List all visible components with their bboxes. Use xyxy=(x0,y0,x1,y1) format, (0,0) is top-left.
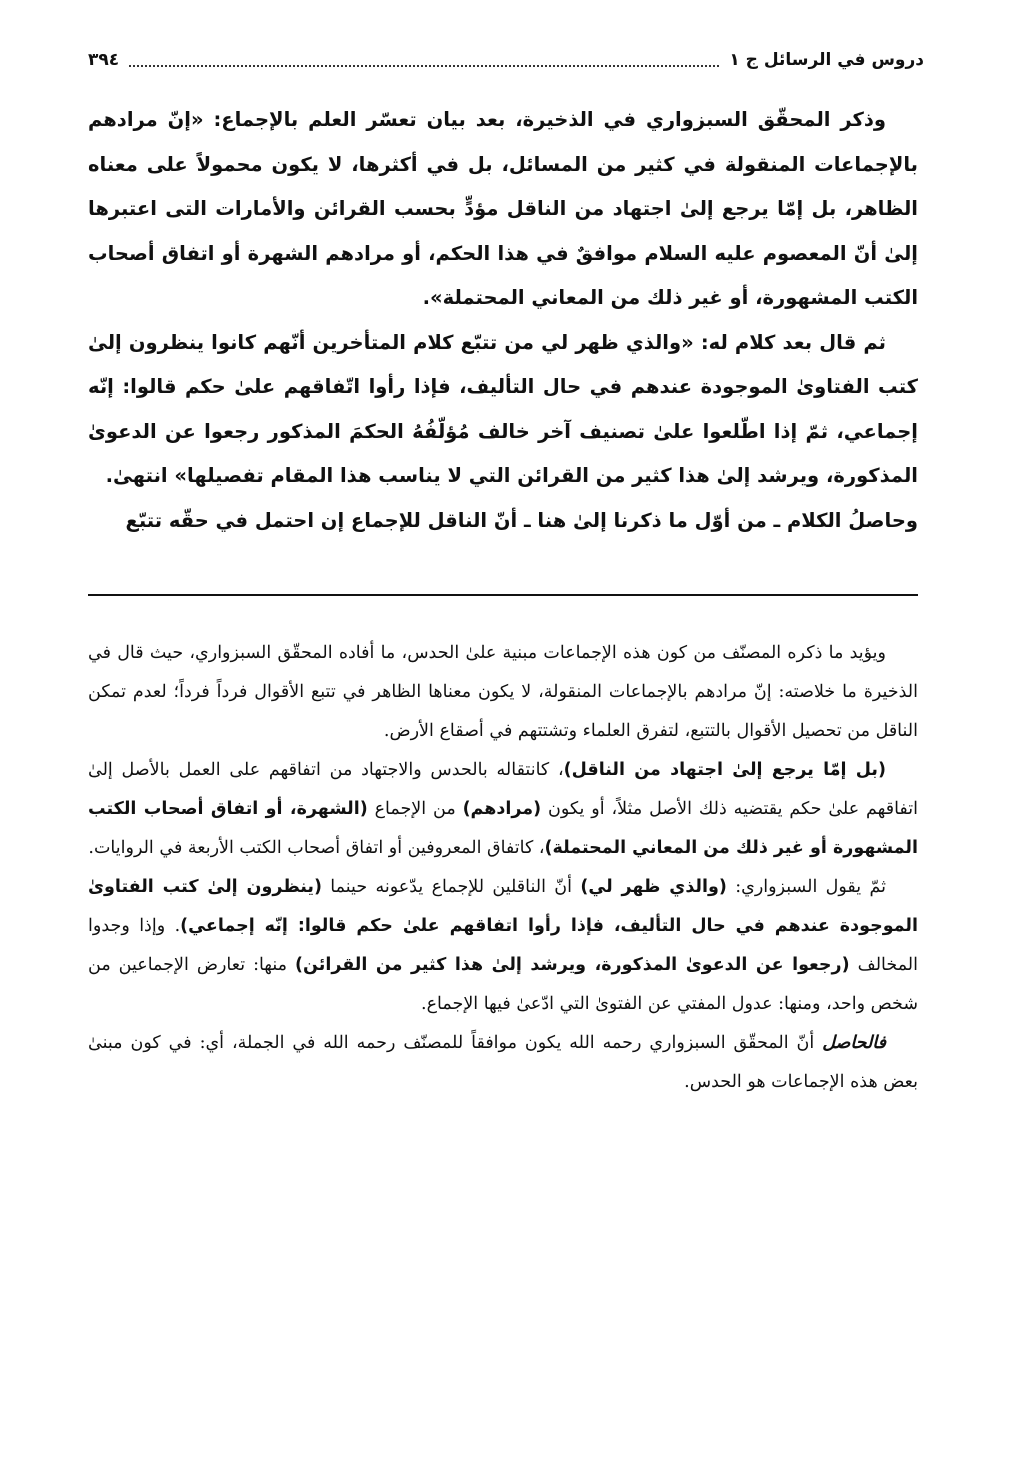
commentary-text-run: ، كاتفاق المعروفين أو اتفاق أصحاب الكتب الأربعة في الروايات. xyxy=(88,838,545,858)
quoted-phrase: (ينظرون إلىٰ كتب الفتاوىٰ الموجودة عندهم في حال التأليف، فإذا رأوا اتفاقهم علىٰ حكم قالوا: إنّه إجماعي) xyxy=(88,877,918,936)
commentary-paragraph-2 xyxy=(88,751,918,868)
quoted-phrase: (رجعوا عن الدعوىٰ المذكورة، ويرشد إلىٰ هذا كثير من القرائن) xyxy=(295,955,850,975)
quoted-phrase: (مرادهم) xyxy=(462,799,542,819)
page-number: ٣٩٤ xyxy=(88,50,120,70)
main-paragraph-2: ثم قال بعد كلام له: «والذي ظهر لي من تتبّع كلام المتأخرين أنّهم كانوا ينظرون إلىٰ كتب الفتاوىٰ الموجودة عندهم في حال التأليف، فإذا رأوا اتّفاقهم علىٰ حكم قالوا: إنّه إجماعي، ثمّ إذا اطّلعوا علىٰ تصنيف آخر خالف مُؤلّفُهُ الحكمَ المذكور رجعوا عن الدعوىٰ المذكورة، ويرشد إلىٰ هذا كثير من القرائن التي لا يناسب هذا المقام تفصيلها» انتهىٰ. xyxy=(88,330,918,487)
quoted-phrase: (الشهرة، أو اتفاق أصحاب الكتب المشهورة أو غير ذلك من المعاني المحتملة) xyxy=(88,799,918,858)
quoted-phrase: (بل إمّا يرجع إلىٰ اجتهاد من الناقل) xyxy=(563,760,886,780)
quoted-phrase: (والذي ظهر لي) xyxy=(580,877,727,897)
commentary-text-run: أنّ الناقلين للإجماع يدّعونه حينما xyxy=(321,877,581,897)
commentary-paragraph-4 xyxy=(88,1024,918,1102)
conclusion-lead: فالحاصل xyxy=(822,1033,886,1053)
commentary-text-run: منها: تعارض الإجماعين من شخص واحد، ومنها: عدول المفتي عن الفتوىٰ التي ادّعىٰ فيها الإجماع. xyxy=(88,955,918,1014)
main-text xyxy=(88,98,918,543)
commentary-paragraph-1: ويؤيد ما ذكره المصنّف من كون هذه الإجماعات مبنية علىٰ الحدس، ما أفاده المحقّق السبزواري، حيث قال في الذخيرة ما خلاصته: إنّ مرادهم بالإجماعات المنقولة، لا يكون معناها الظاهر في تتبع الأقوال فرداً فرداً؛ لعدم تمكن الناقل من تحصيل الأقوال بالتتبع، لتفرق العلماء وتشتتهم في أصقاع الأرض. xyxy=(88,643,918,741)
book-title: دروس في الرسائل ج ١ xyxy=(729,50,924,70)
main-paragraph-1: وذكر المحقّق السبزواري في الذخيرة، بعد بيان تعسّر العلم بالإجماع: «إنّ مرادهم بالإجماعات المنقولة في كثير من المسائل، بل في أكثرها، لا يكون محمولاً على معناه الظاهر، بل إمّا يرجع إلىٰ اجتهاد من الناقل مؤدٍّ بحسب القرائن والأمارات التى اعتبرها إلىٰ أنّ المعصوم عليه السلام موافقٌ في هذا الحكم، أو مرادهم الشهرة أو اتفاق أصحاب الكتب المشهورة، أو غير ذلك من المعاني المحتملة». xyxy=(88,108,918,309)
commentary-paragraph-3 xyxy=(88,868,918,1024)
commentary-text-run: ، كانتقاله بالحدس والاجتهاد من اتفاقهم على العمل بالأصل إلىٰ اتفاقهم علىٰ حكم يقتضيه ذلك الأصل مثلاً، أو يكون xyxy=(88,760,918,819)
header-dot-leader xyxy=(129,53,719,67)
commentary-text xyxy=(88,634,918,1102)
footnote-separator xyxy=(88,594,918,596)
commentary-text-run: من الإجماع xyxy=(367,799,463,819)
commentary-text-run: ثمّ يقول السبزواري: xyxy=(726,877,886,897)
main-paragraph-3: وحاصلُ الكلام ـ من أوّل ما ذكرنا إلىٰ هنا ـ أنّ الناقل للإجماع إن احتمل في حقّه تتبّع xyxy=(125,508,918,532)
commentary-text-run: . وإذا وجدوا المخالف xyxy=(88,916,918,975)
commentary-text-run: أنّ المحقّق السبزواري رحمه الله يكون موافقاً للمصنّف رحمه الله في الجملة، أي: في كون مبنىٰ بعض هذه الإجماعات هو الحدس. xyxy=(88,1033,918,1092)
page-header xyxy=(88,44,924,76)
